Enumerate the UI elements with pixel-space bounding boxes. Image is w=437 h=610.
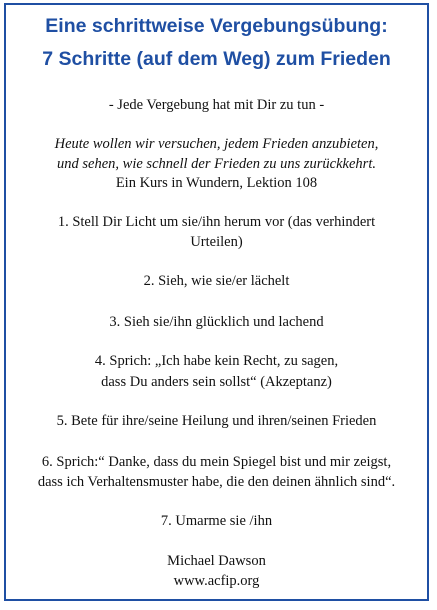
quote-source: Ein Kurs in Wundern, Lektion 108 [115,175,318,191]
step-6-line-1: 6. Sprich:“ Danke, dass du mein Spiegel bist und mir zeigst, [41,454,392,470]
quote-line-1: Heute wollen wir versuchen, jedem Frieden anzubieten, [54,136,379,152]
subtitle: - Jede Vergebung hat mit Dir zu tun - [108,97,325,113]
step-5: 5. Bete für ihre/seine Heilung und ihren/seinen Frieden [56,413,377,429]
title-line-2: 7 Schritte (auf dem Weg) zum Frieden [42,48,391,70]
step-4-line-1: 4. Sprich: „Ich habe kein Recht, zu sagen, [94,353,339,369]
step-6-line-2: dass ich Verhaltensmuster habe, die den deinen ähnlich sind“. [37,474,396,490]
document-frame [4,3,429,601]
step-1-line-1: 1. Stell Dir Licht um sie/ihn herum vor (das verhindert [57,214,376,230]
step-2: 2. Sieh, wie sie/er lächelt [143,273,290,289]
quote-line-2: und sehen, wie schnell der Frieden zu uns zurückkehrt. [57,156,376,172]
step-4-line-2: dass Du anders sein sollst“ (Akzeptanz) [101,374,332,390]
title-line-1: Eine schrittweise Vergebungsübung: [45,15,388,37]
step-1-line-2: Urteilen) [190,234,243,250]
step-7: 7. Umarme sie /ihn [160,513,273,529]
step-3: 3. Sieh sie/ihn glücklich und lachend [109,314,324,330]
website-text: www.acfip.org [173,573,260,589]
author-name: Michael Dawson [167,553,266,569]
